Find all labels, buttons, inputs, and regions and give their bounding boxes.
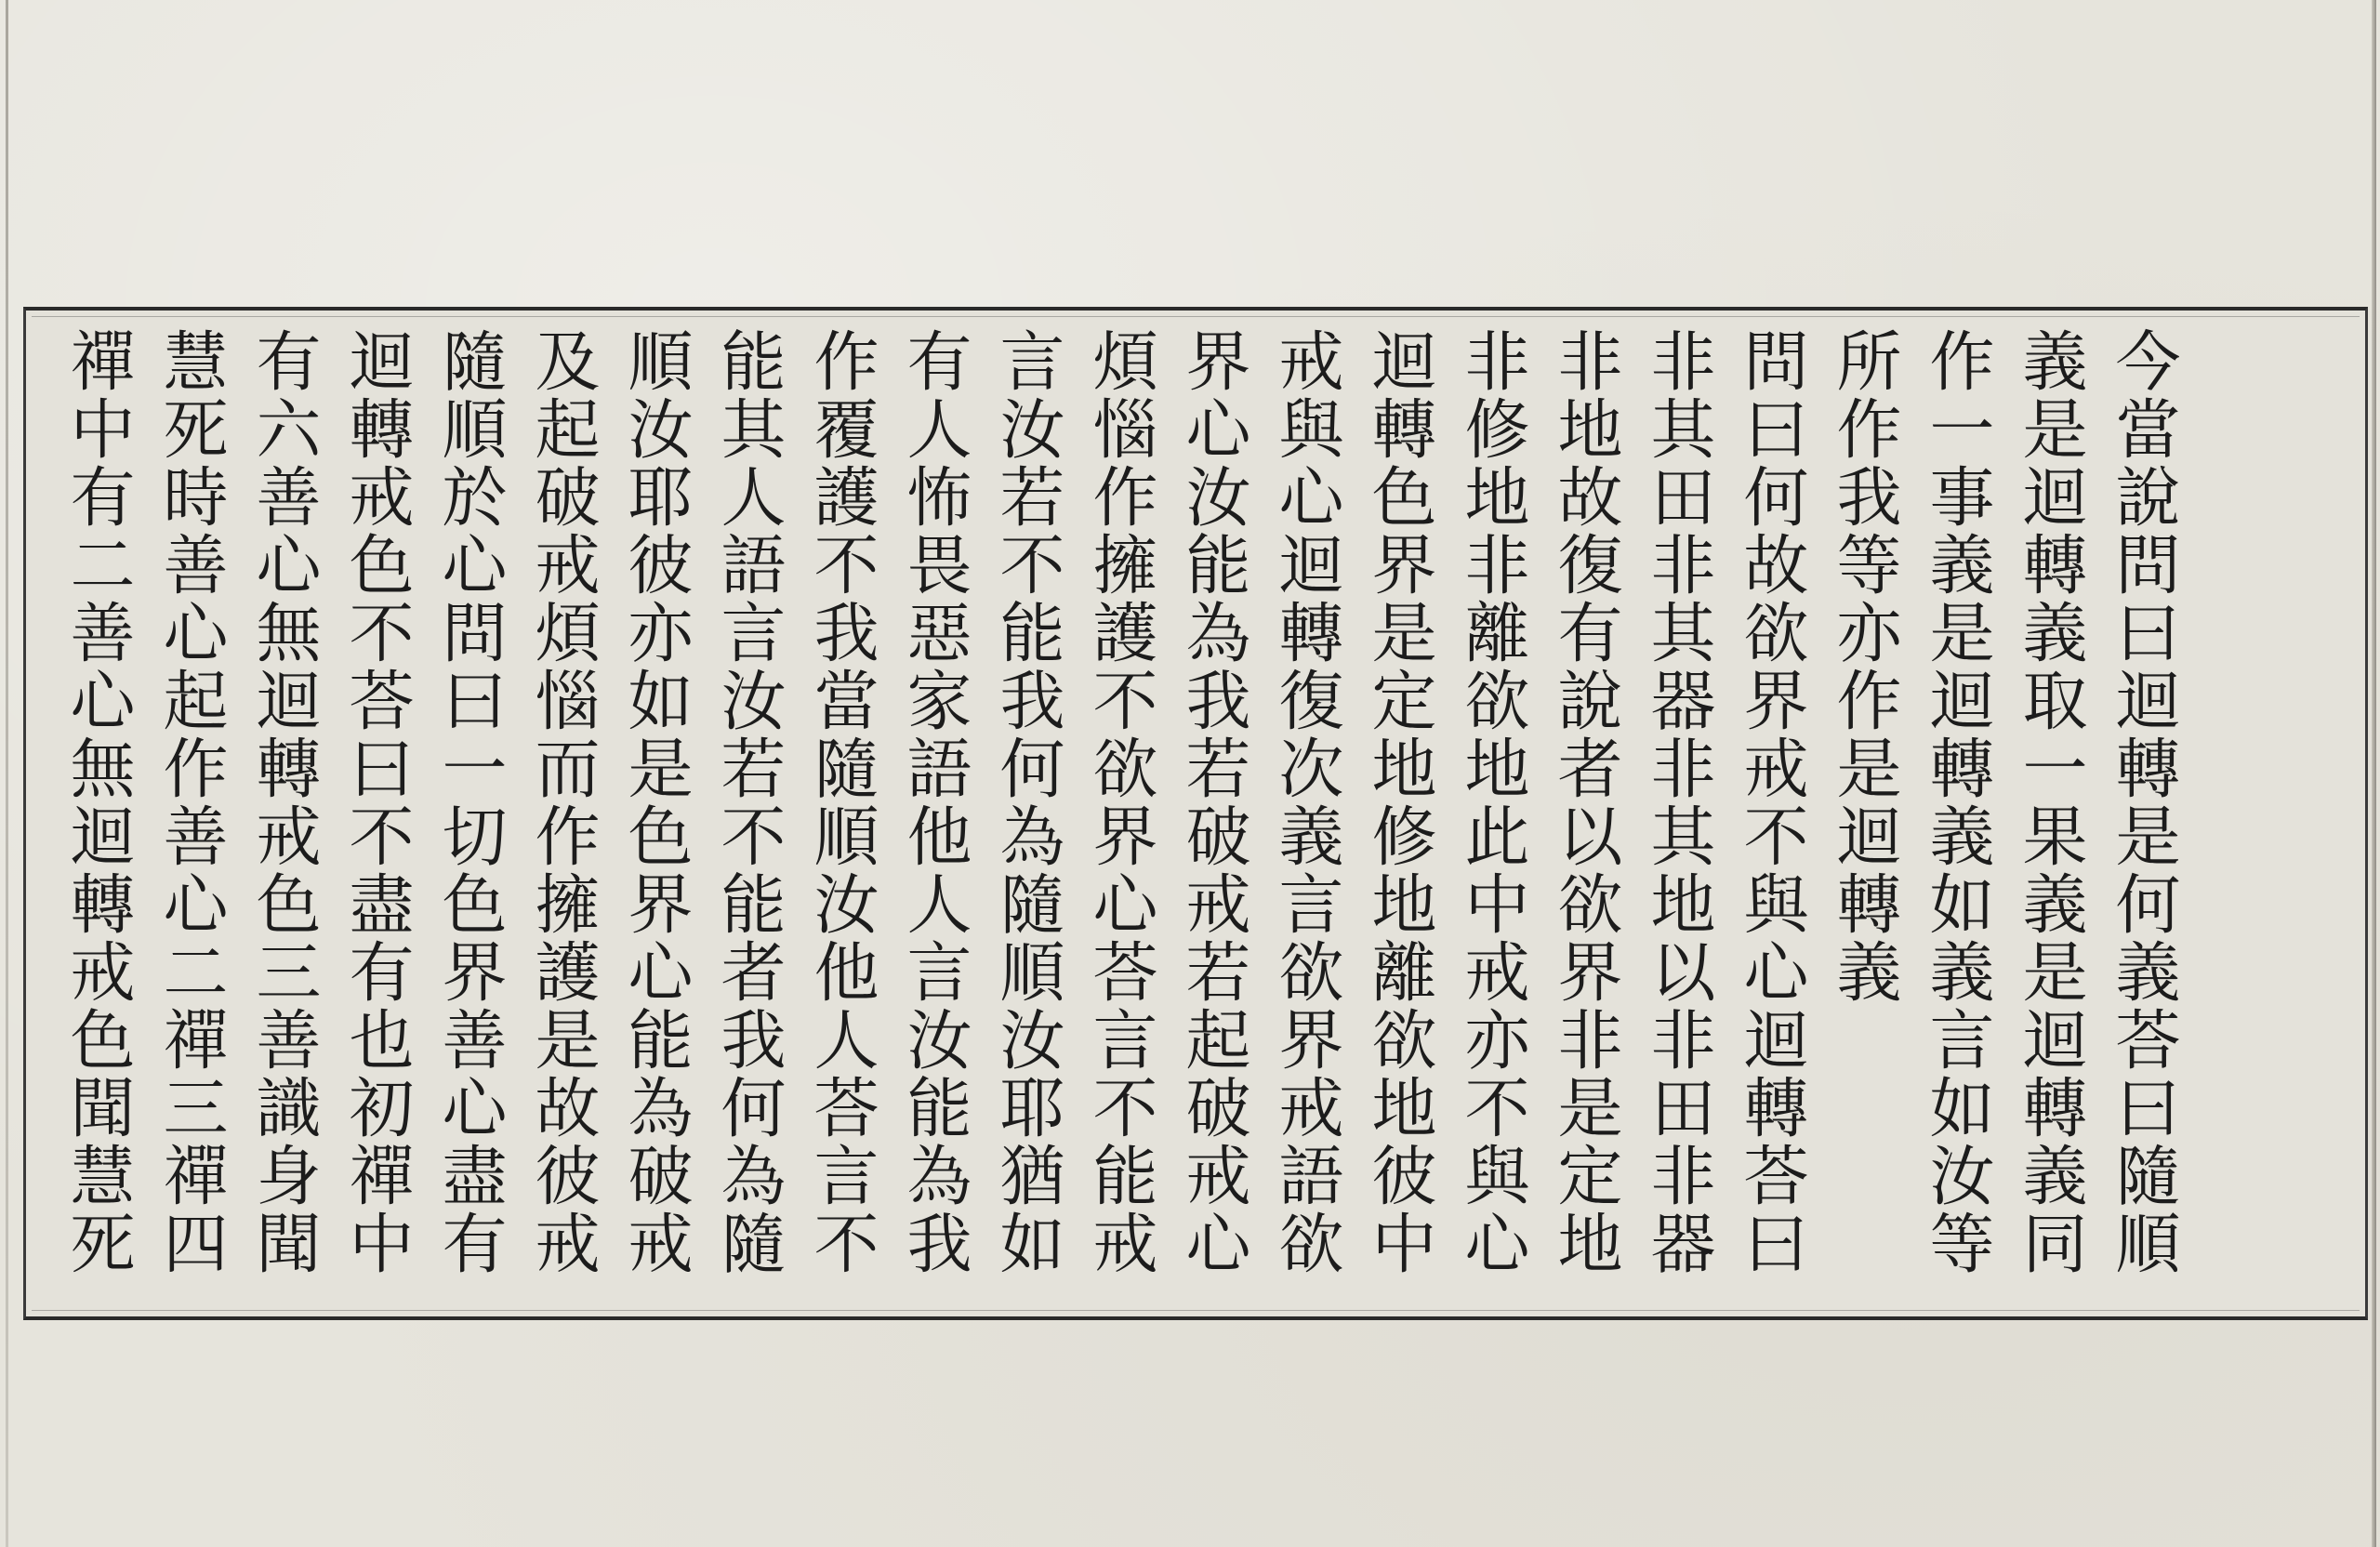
text-column-12: 煩惱作擁護不欲界心荅言不能戒 [1082, 327, 1158, 1277]
text-column-6: 非其田非其器非其地以非田非器 [1640, 327, 1716, 1277]
text-column-18: 及起破戒煩惱而作擁護是故彼戒 [524, 327, 601, 1277]
text-column-19: 隨順於心問曰一切色界善心盡有 [431, 327, 508, 1277]
text-column-13: 言汝若不能我何為隨順汝耶猶如 [989, 327, 1065, 1277]
text-column-14: 有人怖畏惡家語他人言汝能為我 [896, 327, 972, 1277]
text-column-17: 順汝耶彼亦如是色界心能為破戒 [617, 327, 694, 1277]
text-column-7: 非地故復有說者以欲界非是定地 [1547, 327, 1623, 1277]
text-column-23: 禪中有二善心無迴轉戒色聞慧死 [60, 327, 136, 1277]
text-column-20: 迴轉戒色不荅曰不盡有也初禪中 [338, 327, 415, 1277]
text-column-3: 作一事義是迴轉義如義言如汝等 [1919, 327, 1995, 1277]
text-column-15: 作覆護不我當隨順汝他人荅言不 [803, 327, 879, 1277]
text-column-4: 所作我等亦作是迴轉義 [1826, 327, 1902, 1006]
right-page-edge [2372, 0, 2376, 1547]
text-column-16: 能其人語言汝若不能者我何為隨 [710, 327, 787, 1277]
text-column-5: 問曰何故欲界戒不與心迴轉荅曰 [1733, 327, 1809, 1277]
text-column-1: 今當說問曰迴轉是何義荅曰隨順 [2105, 327, 2181, 1277]
text-column-21: 有六善心無迴轉戒色三善識身聞 [245, 327, 322, 1277]
text-column-2: 義是迴轉義取一果義是迴轉義同 [2012, 327, 2088, 1277]
text-column-22: 慧死時善心起作善心二禪三禪四 [152, 327, 229, 1277]
text-block [23, 307, 2368, 1320]
text-column-9: 迴轉色界是定地修地離欲地彼中 [1361, 327, 1437, 1277]
left-page-edge [6, 0, 8, 1547]
text-column-10: 戒與心迴轉復次義言欲界戒語欲 [1268, 327, 1344, 1277]
text-column-11: 界心汝能為我若破戒若起破戒心 [1175, 327, 1251, 1277]
text-column-8: 非修地非離欲地此中戒亦不與心 [1454, 327, 1530, 1277]
